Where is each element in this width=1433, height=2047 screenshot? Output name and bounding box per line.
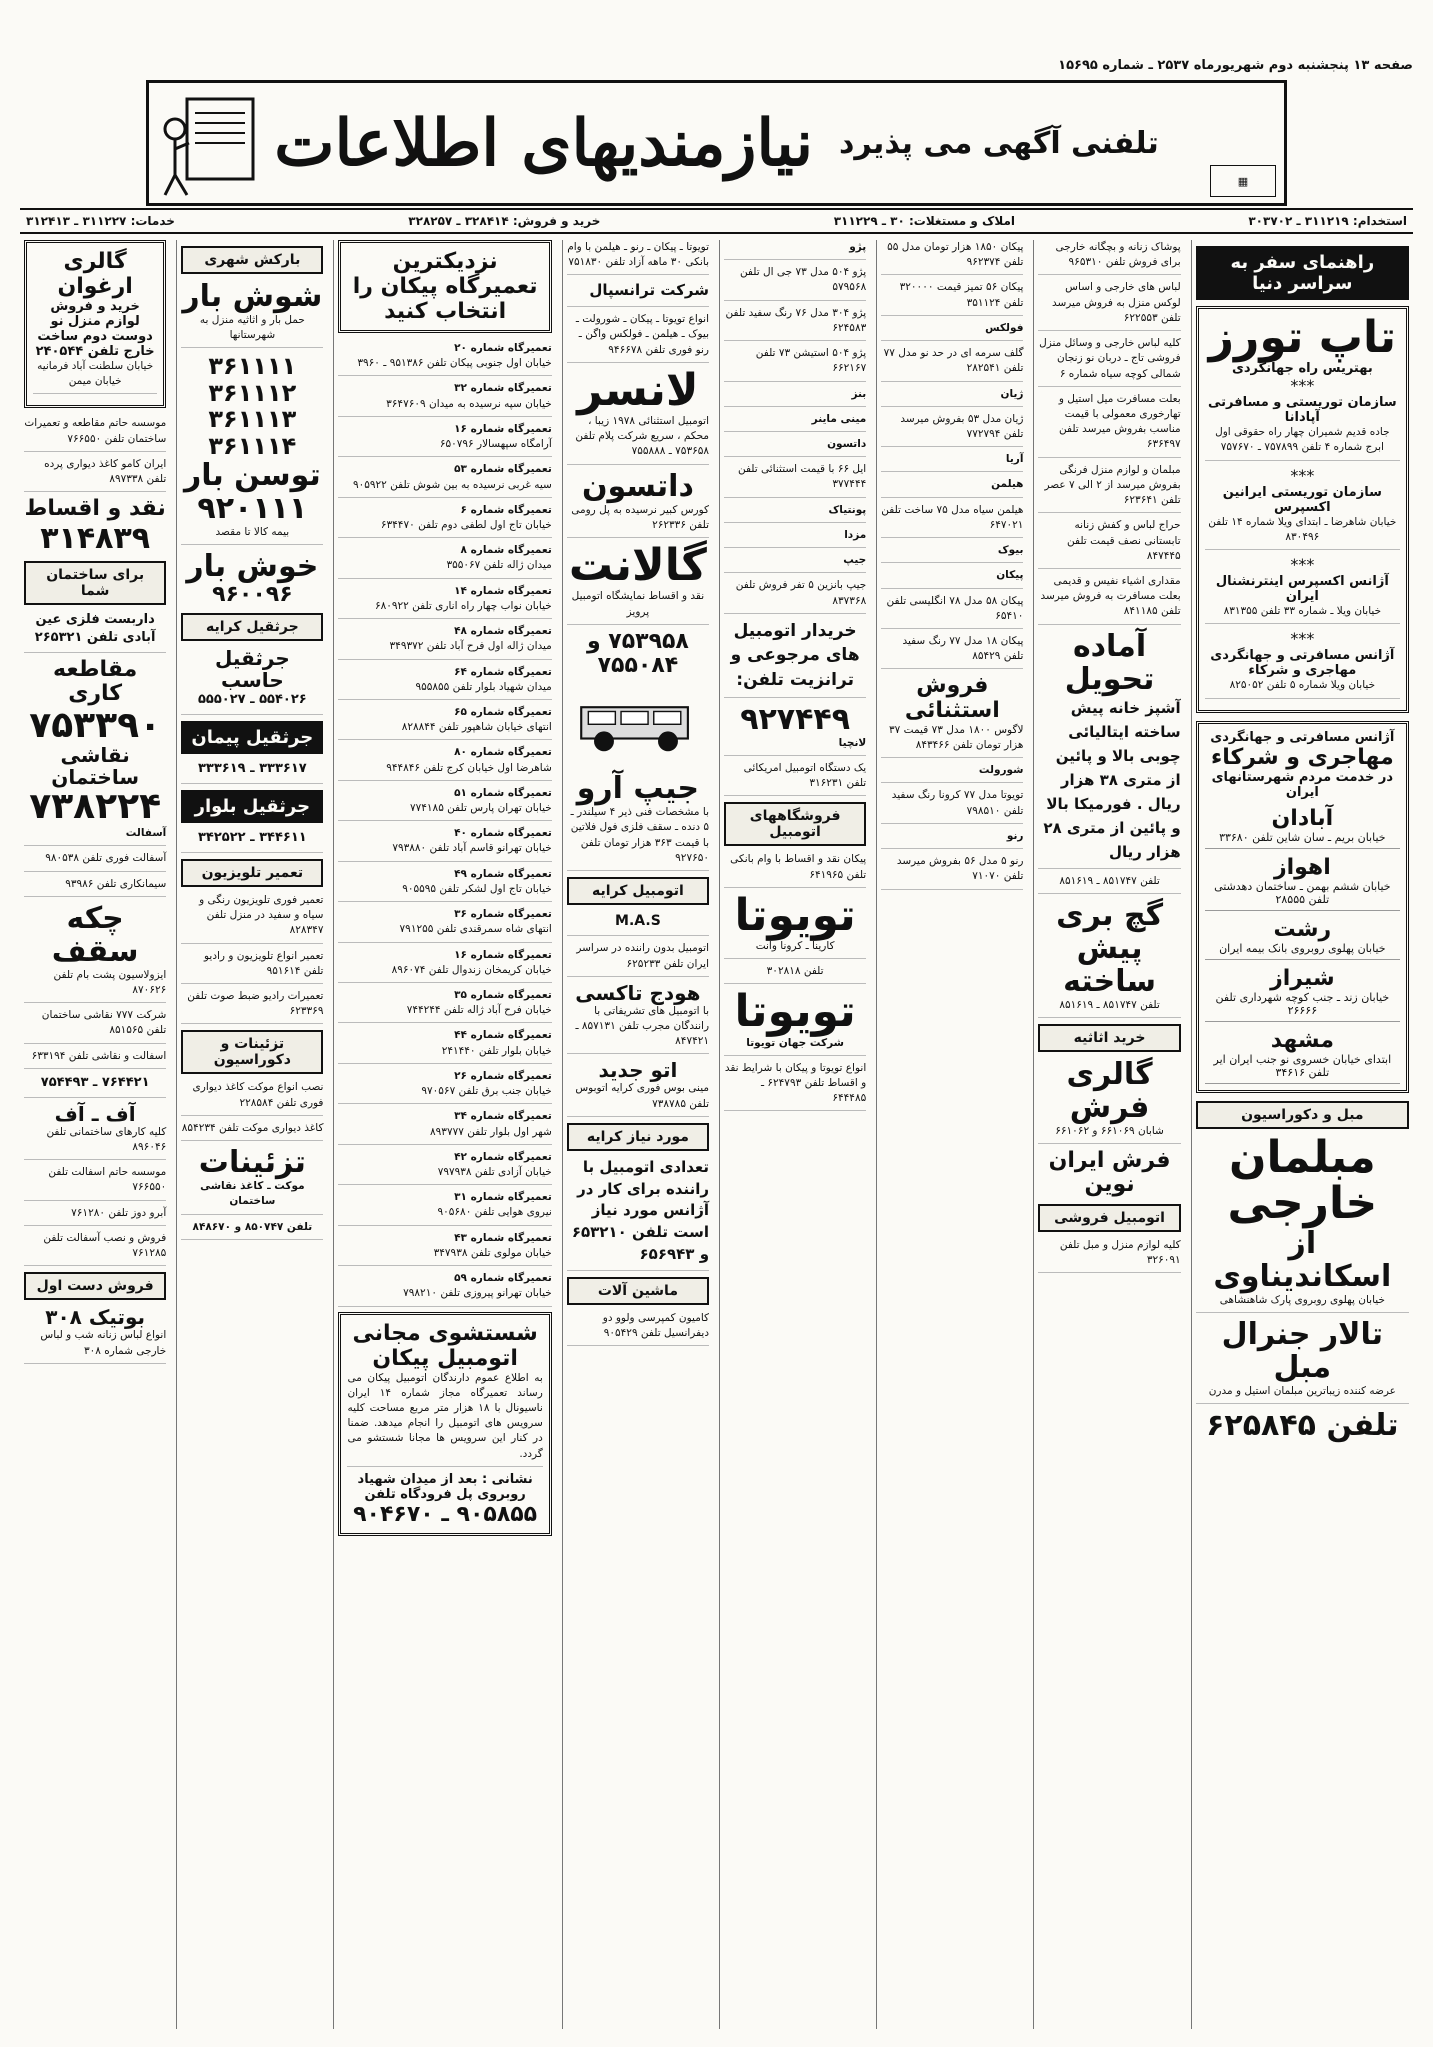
hall-title: تالار جنرال مبل [1221,1317,1384,1386]
boutique-text: انواع لباس زنانه شب و لباس خارجی شماره ۳۰۸ [24,1328,166,1363]
datsun-text: کورس کبیر نرسیده به پل رومی تلفن ۲۶۲۳۳۶ [567,503,709,538]
contract-phone: ۷۵۳۳۹۰ [29,704,162,746]
classified-columns [20,240,1413,2029]
farsh-iran-title: فرش ایران نوین [1048,1148,1171,1198]
toyota-phone: تلفن ۳۰۲۸۱۸ [724,964,866,984]
khosh-phone: ۹۶۰۰۹۶ [212,582,293,608]
machines-text: کامیون کمپرسی ولوو دو دیفرانسیل تلفن ۹۰۵۴۲۹ [567,1311,709,1346]
list-item: پیکان ۵۶ تمیز قیمت ۳۲۰۰۰۰ تلفن ۳۵۱۱۲۴ [881,280,1023,315]
list-item: ایران کامو کاغذ دیواری پرده تلفن ۸۹۷۳۳۸ [24,457,166,492]
repair-shop-name: تعمیرگاه شماره ۳۶ [454,908,552,921]
wash-address: نشانی : بعد از میدان شهیاد روبروی پل فرودگاه تلفن [357,1471,533,1502]
classified-phones-bar [20,208,1413,234]
column-dealers [562,240,713,2029]
auto-new-title: اتو جدید [598,1058,678,1083]
mas-title: M.A.S [567,911,709,936]
repair-shop-name: تعمیرگاه شماره ۲۰ [454,342,552,354]
column-household [1033,240,1184,2029]
repair-shop-address: خیابان تاج اول لطفی دوم تلفن ۶۳۴۴۷۰ [380,518,552,531]
list-heading: شورولت [881,763,1023,783]
gach-title: گچ بری پیش ساخته [1056,897,1164,999]
list-item: پیکان ۱۸ مدل ۷۷ رنگ سفید تلفن ۸۵۴۲۹ [881,634,1023,669]
gallant-phone: ۷۵۳۹۵۸ و ۷۵۵۰۸۴ [586,628,689,678]
repair-shop-address: شهر اول بلوار تلفن ۸۹۳۷۷۷ [430,1125,552,1138]
kabinet-phone: ۷۶۴۴۲۱ ـ ۷۵۴۴۹۳ [24,1074,166,1098]
crane2-phone: ۳۳۳۶۱۷ ـ ۳۳۳۶۱۹ [181,760,323,784]
repair-shop-address: نیروی هوایی تلفن ۹۰۵۶۸۰ [437,1206,552,1219]
newspaper-reader-mascot-icon [157,89,267,201]
datsun-title: داتسون [581,468,694,504]
column-cars-1 [876,240,1027,2029]
gach-phone: تلفن ۸۵۱۷۴۷ ـ ۸۵۱۶۱۹ [1038,998,1180,1018]
repair-shop-item [338,665,551,700]
section-machines: ماشین آلات [567,1277,709,1305]
jeep-title: جیپ آرو [576,771,700,807]
list-item: پیکان نقد و اقساط با وام بانکی تلفن ۶۴۱۹۶۵ [724,852,866,887]
list-item: موسسه حاتم مقاطعه و تعمیرات ساختمان تلفن ۷۶۶۵۵۰ [24,416,166,451]
repair-shop-name: تعمیرگاه شماره ۴۴ [454,1029,552,1042]
toosan-title: توسن بار [183,458,321,493]
repair-shop-name: تعمیرگاه شماره ۴۲ [454,1150,552,1163]
ettelaat-logo-icon: ▦ [1210,165,1276,197]
column-cars-2 [719,240,870,2029]
jeep-car-icon [567,682,709,768]
section-furniture: مبل و دکوراسیون [1196,1101,1409,1129]
toyota-title-2: تویوتا [734,986,856,1038]
paint-title: نقاشی ساختمان [51,743,140,790]
hall-phone: تلفن ۶۲۵۸۴۵ [1206,1408,1399,1444]
boutique-title: بوتیک ۳۰۸ [45,1305,146,1330]
list-item: پیکان ۱۸۵۰ هزار تومان مدل ۵۵ تلفن ۹۶۲۳۷۴ [881,240,1023,275]
list-item: سیمانکاری تلفن ۹۳۹۸۶ [24,877,166,897]
list-item: تویوتا مدل ۷۷ کرونا رنگ سفید تلفن ۷۹۸۵۱۰ [881,788,1023,823]
repair-shop-name: تعمیرگاه شماره ۴۸ [454,625,552,638]
credit-title: نقد و اقساط [24,496,166,522]
jeep-text: با مشخصات فنی ذیر ۴ سیلندر ـ ۵ دنده ـ سقف فلزی فول فلاتین با قیمت ۳۶۳ هزار تومان تلفن ۹۲۷۶۵۰ [567,805,709,871]
crane3-title: جرثقیل بلوار [181,790,323,823]
list-item: کلیه لوازم منزل و مبل تلفن ۳۲۶۰۹۱ [1038,1238,1180,1273]
wash-text: به اطلاع عموم دارندگان اتومبیل پیکان می رساند تعمیرگاه مجاز شماره ۱۴ ایران ناسیونال با ۱۸ هزار متر مربع مساحت کلیه سرویس های اتومبیل را انجام میدهد. ضمنا در کنار این سرویس ها مجانا شستشو می گردد. [347,1371,542,1467]
hall-text: عرضه کننده زیباترین مبلمان استیل و مدرن [1196,1384,1409,1404]
section-travel-title: راهنمای سفر به سراسر دنیا [1196,246,1409,300]
list-item: آسفالت فوری تلفن ۹۸۰۵۳۸ [24,851,166,871]
muhajeri-line: آژانس مسافرتی و جهانگردی [1210,729,1395,745]
list-item: یک دستگاه اتومبیل امریکائی تلفن ۳۱۶۲۳۱ [724,761,866,796]
repair-shop-name: تعمیرگاه شماره ۸۰ [454,746,552,759]
repair-shop-name: تعمیرگاه شماره ۳۵ [454,989,552,1001]
city-name: شیراز [1270,965,1335,991]
need-text: تعدادی اتومبیل با راننده برای کار در آژانس مورد نیاز است تلفن ۶۵۳۲۱۰ و ۶۵۶۹۴۳ [567,1157,709,1271]
gallery-arghavan-title: گالری ارغوان [57,249,133,299]
jahan-text: انواع تویوتا و پیکان با شرایط نقد و اقساط تلفن ۶۲۴۷۹۳ ـ ۶۴۴۴۸۵ [724,1061,866,1112]
repair-shop-item [338,462,551,497]
repair-shop-address: سیه غربی نرسیده به بین شوش تلفن ۹۰۵۹۲۲ [352,478,552,491]
agency-name: آژانس مسافرتی و جهانگردی مهاجری و شرکاء [1210,648,1395,679]
repair-shop-item [338,907,551,942]
city-name: اهواز [1273,854,1331,880]
list-item: رنو ۵ مدل ۵۶ بفروش میرسد تلفن ۷۱۰۷۰ [881,854,1023,889]
repair-shop-address: میدان ژاله تلفن ۳۵۵۰۶۷ [446,559,552,572]
repair-shop-item [338,624,551,659]
repair-shop-address: خیابان آزادی تلفن ۷۹۷۹۳۸ [437,1165,552,1178]
repair-shop-name: تعمیرگاه شماره ۶۴ [454,665,552,678]
repair-shop-name: تعمیرگاه شماره ۱۴ [454,584,552,597]
list-item: تعمیر انواع تلویزیون و رادیو تلفن ۹۵۱۶۱۴ [181,949,323,984]
section-tv: تعمیر تلویزیون [181,859,323,887]
list-heading: لانچیا [724,736,866,756]
shush-phone: ۳۶۱۱۱۲ [208,378,297,407]
muhajeri-service: در خدمت مردم شهرستانهای ایران [1211,769,1394,800]
auto-new-text: مینی بوس فوری کرایه اتوبوس تلفن ۷۳۸۷۸۵ [567,1081,709,1116]
column-building [20,240,170,2029]
list-item: اسفالت و نقاشی تلفن ۶۳۳۱۹۴ [24,1049,166,1069]
list-heading: شرکت ترانسپال [567,280,709,307]
repair-shop-address: میدان ژاله اول فرح آباد تلفن ۳۴۹۳۷۲ [389,640,552,653]
crane3-phone: ۳۴۴۶۱۱ ـ ۳۴۲۵۲۲ [181,829,323,853]
list-heading: ژیان [881,387,1023,407]
section-decor: تزئینات و دکوراسیون [181,1030,323,1074]
column-services [176,240,327,2029]
scaffold-ad: داربست فلزی عین آبادی تلفن ۲۶۵۳۲۱ [24,611,166,654]
phone-realestate: املاک و مستغلات: ۳۰ ـ ۳۱۱۲۲۹ [833,214,1015,228]
repair-shop-name: تعمیرگاه شماره ۴۹ [454,867,552,880]
repair-shop-name: تعمیرگاه شماره ۵۳ [454,463,552,476]
list-item: شرکت ۷۷۷ نقاشی ساختمان تلفن ۸۵۱۵۶۵ [24,1008,166,1043]
toosan-phone: ۹۲۰۱۱۱ [197,491,308,526]
agency-name: آژانس اکسپرس اینترنشنال ایران [1215,574,1389,605]
repair-shop-address: خیابان اول جنوبی پیکان تلفن ۹۵۱۳۸۶ ـ ۳۹۶۰ [357,357,552,370]
hodge-text: با اتومبیل های تشریفاتی با رانندگان مجرب تلفن ۸۵۷۱۳۱ ـ ۸۴۷۴۲۱ [567,1004,709,1055]
city-name: آبادان [1271,805,1334,831]
toyota-title: تویوتا [734,889,856,941]
masthead [146,80,1287,206]
af-title: آف ـ آف [54,1101,136,1126]
list-item: پژو ۳۰۴ مدل ۷۶ رنگ سفید تلفن ۶۲۴۵۸۳ [724,306,866,341]
repair-shop-item [338,705,551,740]
list-heading: مزدا [724,528,866,548]
repair-shop-list [338,341,551,1307]
agency-address: خیابان ویلا شماره ۵ تلفن ۸۲۵۰۵۲ [1205,678,1400,698]
repair-shop-item [338,422,551,457]
list-heading: جیپ [724,553,866,573]
repair-shop-address: خیابان کریمخان زندوال تلفن ۸۹۶۰۷۴ [391,963,552,976]
repair-shop-item [338,1190,551,1225]
wash-phone: ۹۰۵۸۵۵ ـ ۹۰۴۶۷۰ [353,1501,538,1527]
list-item: ژیان مدل ۵۳ بفروش میرسد تلفن ۷۷۲۷۹۴ [881,412,1023,447]
chake-text: ایزولاسیون پشت بام تلفن ۸۷۰۶۲۶ [24,968,166,1003]
list-heading: بیوک [881,543,1023,563]
repair-shop-name: تعمیرگاه شماره ۵۹ [454,1272,552,1285]
city-info: خیابان پهلوی روبروی بانک بیمه ایران [1205,942,1400,960]
list-item: بعلت مسافرت میل استیل و تهارخوری معمولی با قیمت مناسب بفروش میرسد تلفن ۶۳۶۴۹۷ [1038,392,1180,458]
list-item: تعمیرات رادیو ضبط صوت تلفن ۶۲۳۳۶۹ [181,989,323,1024]
crane-phone: ۵۵۴۰۲۶ ـ ۵۵۵۰۲۷ [181,691,323,715]
repair-shop-address: میدان شهیاد بلوار تلفن ۹۵۵۸۵۵ [415,680,552,693]
repair-shop-name: تعمیرگاه شماره ۶ [460,503,552,516]
repair-shop-item [338,988,551,1023]
shush-title: شوش بار [182,279,323,314]
gallery-arghavan-box [24,240,166,408]
crane2-title: جرثقیل پیمان [181,721,323,754]
repair-shop-item [338,1271,551,1306]
list-heading: رنو [881,829,1023,849]
list-item: هیلمن سیاه مدل ۷۵ ساخت تلفن ۶۴۷۰۲۱ [881,503,1023,538]
repair-box [338,240,551,333]
hodge-title: هودج تاکسی [575,980,701,1005]
agency-name: سازمان توریستی و مسافرتی آپادانا [1207,395,1397,426]
shush-phone: ۳۶۱۱۱۱ [208,352,297,381]
repair-shop-address: خیابان جنب برق تلفن ۹۷۰۵۶۷ [421,1085,552,1098]
free-wash-box [338,1312,551,1536]
city-info: خیابان ششم بهمن ـ ساختمان دهدشتی تلفن ۲۸۵۵۵ [1205,880,1400,911]
ad-muhajeri [1196,721,1409,1093]
city-info: خیابان بریم ـ سان شاین تلفن ۳۳۶۸۰ [1205,831,1400,849]
repair-shop-item [338,1231,551,1266]
repair-shop-address: آرامگاه سپهسالار ۶۵۰۷۹۶ [439,438,552,451]
repair-shop-item [338,1109,551,1144]
repair-shop-name: تعمیرگاه شماره ۳۴ [454,1110,552,1123]
list-item: ایل ۶۶ با قیمت استثنائی تلفن ۳۷۷۴۴۴ [724,462,866,497]
list-item: مقداری اشیاء نفیس و قدیمی بعلت مسافرت به فروش میرسد تلفن ۸۴۱۱۸۵ [1038,574,1180,625]
list-heading: آسفالت [24,826,166,846]
city-name: رشت [1273,916,1332,942]
list-item: آبرو دوز تلفن ۷۶۱۲۸۰ [24,1206,166,1226]
tazyinat-text: موکت ـ کاغذ نقاشی ساختمان [181,1179,323,1214]
repair-shop-address: انتهای شاه سمرقندی تلفن ۷۹۱۲۵۵ [399,923,552,936]
tazyinat-title: تزئینات [198,1145,306,1181]
repair-shop-item [338,826,551,861]
agency-name: سازمان توریستی ایرانین اکسپرس [1222,484,1382,515]
repair-shop-name: تعمیرگاه شماره ۱۶ [454,422,552,435]
top-tours-sub: بهتریس راه جهانگردی [1231,361,1373,377]
shush-phone: ۳۶۱۱۱۳ [208,405,297,434]
sale-title: فروش استثنائی [904,673,1000,723]
repair-shop-name: تعمیرگاه شماره ۸ [460,544,552,557]
furniture-origin: از اسکاندیناوی [1213,1225,1392,1294]
list-heading: پونتیاک [724,503,866,523]
lancer-title: لانسر [577,364,699,416]
list-item: پژو ۵۰۴ استیشن ۷۳ تلفن ۶۶۲۱۶۷ [724,346,866,381]
repair-shop-item [338,1150,551,1185]
repair-shop-address: خیابان تهران پارس تلفن ۷۷۴۱۸۵ [410,802,552,815]
list-heading: آریا [881,452,1023,472]
repair-shop-name: تعمیرگاه شماره ۳۱ [454,1191,552,1204]
shush-phone: ۳۶۱۱۱۴ [208,431,297,460]
section-car-stores: فروشگاههای اتومبیل [724,802,866,846]
furniture-title: مبلمان خارجی [1227,1131,1378,1229]
section-used: فروش دست اول [24,1272,166,1300]
section-auto-sale: اتومبیل فروشی [1038,1204,1180,1232]
ready-text: آشپز خانه پیش ساخته ایتالیائی چوبی بالا و پائین از متری ۳۸ هزار ریال . فورمیکا بالا و پائین از متری ۲۸ هزار ریال [1038,696,1180,869]
list-heading: داتسون [724,437,866,457]
repair-shop-item [338,1028,551,1063]
page-info-bar [20,54,1413,76]
gallery-arghavan-address: خیابان سلطنت آباد فرمانیه خیابان میمن [33,359,157,394]
repair-shop-name: تعمیرگاه شماره ۴۰ [454,827,552,840]
section-building: برای ساختمان شما [24,561,166,605]
list-item: پژو ۵۰۴ مدل ۷۳ جی ال تلفن ۵۷۹۵۶۸ [724,265,866,300]
repair-shop-item [338,341,551,376]
gallant-text: نقد و اقساط نمایشگاه اتومبیل پرویز [567,589,709,624]
top-tours-brand: تاپ تورز [1208,312,1396,363]
muhajeri-title: مهاجری و شرکاء [1210,744,1394,770]
ready-phone: تلفن ۸۵۱۷۴۷ ـ ۸۵۱۶۱۹ [1038,874,1180,894]
mas-text: اتومبیل بدون راننده در سراسر ایران تلفن ۶۲۵۲۳۳ [567,941,709,976]
city-info: ابتدای خیابان خسروی نو جنب ایران ایر تلفن ۳۴۶۱۶ [1205,1053,1400,1084]
list-item: کاغذ دیواری موکت تلفن ۸۵۴۲۳۴ [181,1121,323,1141]
tazyinat-phone: تلفن ۸۵۰۷۴۷ و ۸۴۸۶۷۰ [181,1220,323,1240]
list-item: تویوتا ـ پیکان ـ رنو ـ هیلمن با وام بانکی ۳۰ ماهه آزاد تلفن ۷۵۱۸۳۰ [567,240,709,275]
repair-shop-address: شاهرضا اول خیابان کرج تلفن ۹۴۴۸۴۶ [386,761,552,774]
khosh-title: خوش بار [186,549,319,585]
chake-title: چکه سقف [51,900,139,969]
column-repair [333,240,555,2029]
list-item: مبلمان و لوازم منزل فرنگی بفروش میرسد از ۲ الی ۷ عصر تلفن ۶۲۳۶۴۱ [1038,463,1180,514]
toosan-note: بیمه کالا تا مقصد [181,525,323,545]
buyer-title: خریدار اتومبیل های مرجوعی و ترانزیت تلفن: [724,619,866,698]
repair-shop-name: تعمیرگاه شماره ۵۱ [454,786,552,799]
page-line: صفحه ۱۳ پنجشنبه دوم شهریورماه ۲۵۳۷ ـ شماره ۱۵۶۹۵ [1058,57,1413,73]
repair-shop-address: خیابان تهرانو قاسم آباد تلفن ۷۹۳۸۸۰ [392,842,552,855]
list-item: پوشاک زنانه و بچگانه خارجی برای فروش تلفن ۹۶۵۳۱۰ [1038,240,1180,275]
repair-shop-address: خیابان سپه نرسیده به میدان ۳۶۴۷۶۰۹ [386,397,552,410]
list-item: موسسه حاتم اسفالت تلفن ۷۶۶۵۵۰ [24,1165,166,1200]
repair-shop-name: تعمیرگاه شماره ۳۲ [454,382,552,395]
gallery-arghavan-text: خرید و فروش لوازم منزل نو دوست دوم ساخت خارج تلفن ۲۴۰۵۴۴ [35,299,155,359]
phone-employment: استخدام: ۳۱۱۲۱۹ ـ ۳۰۳۷۰۲ [1248,214,1407,228]
repair-shop-address: خیابان بلوار تلفن ۲۴۱۴۴۰ [441,1044,552,1057]
af-text: کلیه کارهای ساختمانی تلفن ۸۹۶۰۴۶ [24,1125,166,1160]
list-item: انواع تویوتا ـ پیکان ـ شورولت ـ بیوک ـ هیلمن ـ فولکس واگن ـ رنو فوری تلفن ۹۴۶۶۷۸ [567,312,709,363]
jahan-title: شرکت جهان تویوتا [724,1036,866,1056]
repair-shop-item [338,543,551,578]
paint-phone: ۷۳۸۲۲۴ [29,786,162,828]
section-car-rent: اتومبیل کرایه [567,877,709,905]
list-item: پیکان ۵۸ مدل ۷۸ انگلیسی تلفن ۶۵۴۱۰ [881,594,1023,629]
repair-shop-item [338,381,551,416]
repair-shop-address: خیابان فرح آباد ژاله تلفن ۷۴۴۲۴۴ [406,1004,552,1017]
masthead-title: نیازمندیهای اطلاعات [274,105,813,181]
repair-shop-address: خیابان تاج اول لشکر تلفن ۹۰۵۵۹۵ [402,882,552,895]
gallery-farsh-text: شابان ۶۶۱۰۶۹ و ۶۶۱۰۶۲ [1038,1124,1180,1144]
list-heading: پژو [724,240,866,260]
repair-shop-item [338,584,551,619]
agency-address: جاده قدیم شمیران چهار راه حقوقی اول ابرج شماره ۴ تلفن ۷۵۷۸۹۹ ـ ۷۵۷۶۷۰ [1205,425,1400,460]
lancer-text: اتومبیل استثنائی ۱۹۷۸ زیبا ، محکم ، سریع شرکت پلام تلفن ۷۵۳۶۵۸ ـ ۷۵۵۸۸۸ [567,414,709,465]
list-heading: مینی ماینر [724,412,866,432]
list-heading: بنز [724,387,866,407]
shush-note: حمل بار و اثاثیه منزل به شهرستانها [181,313,323,348]
repair-shop-address: انتهای خیابان شاهپور تلفن ۸۲۸۸۴۴ [401,721,552,734]
repair-shop-address: خیابان نواب چهار راه اناری تلفن ۶۸۰۹۲۲ [374,599,552,612]
repair-shop-item [338,867,551,902]
crane-title: جرثقیل حاسب [214,646,290,693]
furniture-address: خیابان پهلوی روبروی پارک شاهنشاهی [1196,1293,1409,1313]
gallery-farsh-title: گالری فرش [1066,1057,1153,1126]
list-heading: فولکس [881,321,1023,341]
section-crane: جرثقیل کرایه [181,613,323,641]
list-item: جیپ بانزین ۵ تفر فروش تلفن ۸۳۷۳۶۸ [724,578,866,613]
list-item: تعمیر فوری تلویزیون رنگی و سیاه و سفید در منزل تلفن ۸۲۸۳۴۷ [181,893,323,944]
list-heading: پیکان [881,568,1023,588]
masthead-subtitle: تلفنی آگهی می پذیرد [839,125,1159,161]
repair-shop-address: خیابان تهرانو پیروزی تلفن ۷۹۸۲۱۰ [403,1287,552,1300]
repair-shop-item [338,503,551,538]
repair-shop-name: تعمیرگاه شماره ۱۶ [454,948,552,961]
city-info: خیابان زند ـ جنب کوچه شهرداری تلفن ۲۶۶۶۶ [1205,991,1400,1022]
repair-shop-item [338,745,551,780]
sale-text: لاگوس ۱۸۰۰ مدل ۷۳ قیمت ۳۷ هزار تومان تلفن ۸۴۳۴۶۶ [881,723,1023,758]
repair-shop-name: تعمیرگاه شماره ۲۶ [454,1069,552,1082]
credit-phone: ۳۱۴۸۳۹ [40,520,151,556]
ad-top-tours: تاپ تورز بهتریس راه جهانگردی *** سازمان توریستی و مسافرتی آپادانا جاده قدیم شمیران چهار راه حقوقی اول ابرج شماره ۴ تلفن ۷۵۷۸۹۹ ـ ۷۵۷۶۷۰ *** سازمان توریستی ایرانین اکسپرس خیابان شاهرضا ـ ابتدای ویلا شماره ۱۴ تلفن ۸۳۰۴۹۶ *** آژانس اکسپرس اینترنشنال ایران خیابان ویلا ـ شماره ۳۳ تلفن ۸۳۱۳۵۵ *** آژانس مسافرتی و جهانگردی مهاجری و شرکاء خیابان ویلا شماره ۵ تلفن ۸۲۵۰۵۲ [1196,306,1409,713]
phone-buysell: خرید و فروش: ۳۲۸۴۱۴ ـ ۳۲۸۲۵۷ [408,214,601,228]
phone-services: خدمات: ۳۱۱۲۲۷ ـ ۳۱۲۴۱۳ [26,214,175,228]
contract-title: مقاطعه کاری [53,657,138,707]
ready-title: آماده تحویل [1064,628,1155,697]
city-name: مشهد [1270,1027,1334,1053]
list-item: نصب انواع موکت کاغذ دیواری فوری تلفن ۲۲۸۵۸۴ [181,1080,323,1115]
toyota-models: کارینا ـ کرونا وانت [724,939,866,959]
section-needed: مورد نیاز کرایه [567,1123,709,1151]
buyer-phone: ۹۲۷۴۴۹ [740,701,851,737]
repair-shop-name: تعمیرگاه شماره ۴۳ [454,1231,552,1244]
list-item: گلف سرمه ای در حد نو مدل ۷۷ تلفن ۲۸۲۵۴۱ [881,346,1023,381]
repair-shop-item [338,948,551,983]
repair-shop-item [338,1069,551,1104]
repair-shop-name: تعمیرگاه شماره ۶۵ [454,705,552,718]
list-item: کلیه لباس خارجی و وسائل منزل فروشی تاج ـ دربان نو زنجان شمالی کوچه سیاه شماره ۶ [1038,336,1180,387]
repair-shop-address: خیابان مولوی تلفن ۳۴۷۹۳۸ [433,1246,552,1259]
repair-shop-item [338,786,551,821]
wash-title: شستشوی مجانی اتومبیل پیکان [352,1320,538,1371]
repair-box-title: نزدیکترین تعمیرگاه پیکان را انتخاب کنید [352,249,538,324]
list-heading: هیلمن [881,477,1023,497]
agency-address: خیابان شاهرضا ـ ابتدای ویلا شماره ۱۴ تلفن ۸۳۰۴۹۶ [1205,515,1400,550]
agency-address: خیابان ویلا ـ شماره ۳۳ تلفن ۸۳۱۳۵۵ [1205,604,1400,624]
column-travel [1191,240,1413,2029]
gallant-title: گالانت [568,540,707,592]
list-item: حراج لباس و کفش زنانه تابستانی نصف قیمت تلفن ۸۴۷۴۴۵ [1038,518,1180,569]
section-moving: بارکش شهری [181,246,323,274]
list-item: فروش و نصب آسفالت تلفن ۷۶۱۲۸۵ [24,1231,166,1266]
list-item: لباس های خارجی و اساس لوکس منزل به فروش میرسد تلفن ۶۲۲۵۵۳ [1038,280,1180,331]
section-khanegi: خرید اثاثیه [1038,1024,1180,1052]
